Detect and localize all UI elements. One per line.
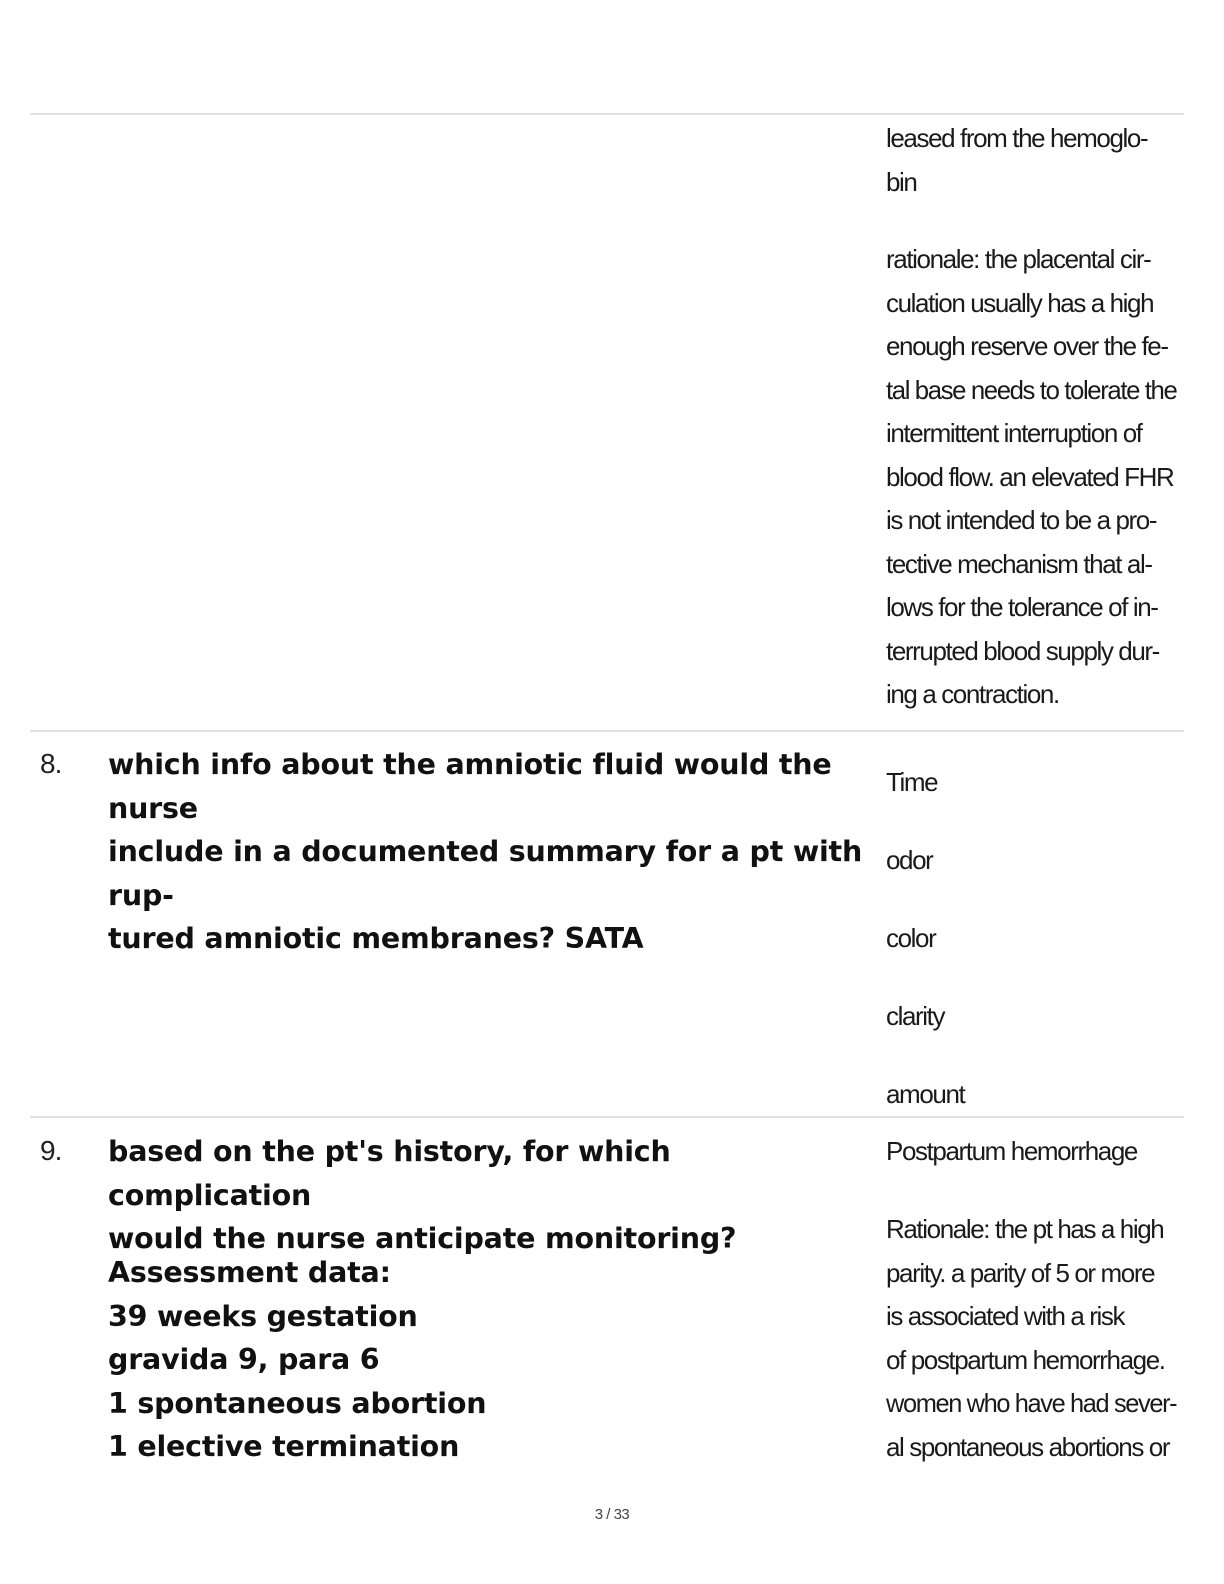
assessment-line: 1 elective termination bbox=[108, 1430, 460, 1463]
answer-item: Postpartum hemorrhage bbox=[886, 1136, 1137, 1166]
prev-answer-line: leased from the hemoglo- bbox=[886, 123, 1148, 153]
question-line: based on the pt's history, for which complication bbox=[108, 1135, 671, 1212]
rationale-line: rationale: the placental cir- bbox=[886, 244, 1151, 274]
rationale-line: blood flow. an elevated FHR bbox=[886, 461, 1174, 492]
rationale-line: tective mechanism that al- bbox=[886, 548, 1152, 579]
question-9-text bbox=[108, 1130, 878, 1261]
rationale-line: enough reserve over the fe- bbox=[886, 331, 1168, 361]
rationale-line: parity. a parity of 5 or more bbox=[886, 1257, 1155, 1288]
rationale-line: culation usually has a high bbox=[886, 287, 1154, 318]
page-number: 3 / 33 bbox=[594, 1506, 630, 1523]
question-number-8: 8. bbox=[40, 748, 62, 779]
rationale-line: of postpartum hemorrhage. bbox=[886, 1344, 1165, 1375]
question-8-answers bbox=[886, 743, 1176, 1133]
question-8-text bbox=[108, 743, 878, 961]
rationale-line: is not intended to be a pro- bbox=[886, 505, 1157, 535]
answer-item: amount bbox=[886, 1079, 965, 1109]
question-line: tured amniotic membranes? SATA bbox=[108, 922, 644, 955]
rationale-line: lows for the tolerance of in- bbox=[886, 592, 1158, 622]
answer-item: color bbox=[886, 923, 936, 953]
answer-item: clarity bbox=[886, 1001, 945, 1031]
rationale-line: Rationale: the pt has a high bbox=[886, 1214, 1164, 1244]
question-line: include in a documented summary for a pt with rup- bbox=[108, 835, 863, 912]
top-divider bbox=[30, 113, 1184, 115]
question-line: would the nurse anticipate monitoring? bbox=[108, 1222, 737, 1255]
question-9-rationale bbox=[886, 1208, 1176, 1469]
prev-answer-rationale bbox=[886, 238, 1176, 717]
question-line: which info about the amniotic fluid would the nurse bbox=[108, 748, 832, 825]
rationale-line: intermittent interruption of bbox=[886, 418, 1142, 448]
answer-item: Time bbox=[886, 767, 938, 797]
assessment-line: 1 spontaneous abortion bbox=[108, 1386, 487, 1420]
assessment-line: 39 weeks gestation bbox=[108, 1299, 418, 1333]
answer-item: odor bbox=[886, 845, 933, 875]
prev-answer-line: bin bbox=[886, 166, 917, 197]
divider-q8 bbox=[30, 730, 1184, 732]
assessment-heading: Assessment data: bbox=[108, 1256, 391, 1289]
question-number-9: 9. bbox=[40, 1135, 62, 1166]
divider-q9 bbox=[30, 1116, 1184, 1118]
rationale-line: women who have had sever- bbox=[886, 1388, 1177, 1418]
rationale-line: terrupted blood supply dur- bbox=[886, 635, 1159, 666]
assessment-data bbox=[108, 1251, 878, 1469]
assessment-line: gravida 9, para 6 bbox=[108, 1343, 380, 1376]
rationale-line: tal base needs to tolerate the bbox=[886, 374, 1177, 405]
rationale-line: al spontaneous abortions or bbox=[886, 1431, 1170, 1462]
question-9-answer bbox=[886, 1130, 1176, 1174]
rationale-line: is associated with a risk bbox=[886, 1301, 1125, 1331]
rationale-line: ing a contraction. bbox=[886, 679, 1059, 709]
prev-answer-continuation bbox=[886, 117, 1176, 204]
